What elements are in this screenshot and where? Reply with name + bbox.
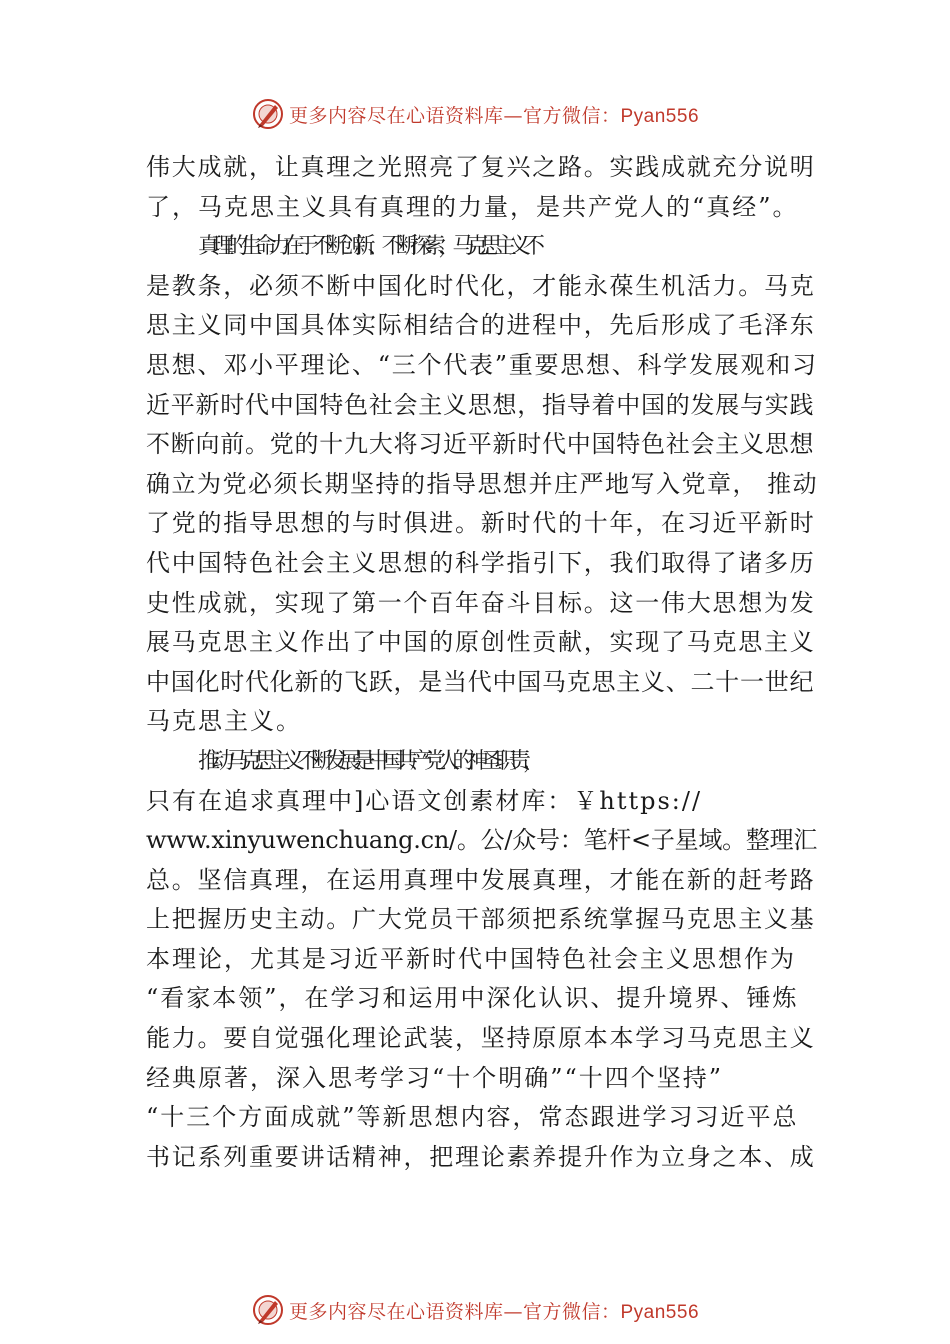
text-line: 中国化时代化新的飞跃，是当代中国马克思主义、二十一世纪 xyxy=(146,667,815,696)
document-body xyxy=(146,148,818,1177)
text-line: 能力。要自觉强化理论武装，坚持原原本本学习马克思主义 xyxy=(146,1024,816,1053)
text-line: 经典原著，深入思考学习“十个明确”“十四个坚持” xyxy=(146,1063,724,1092)
banner-prefix: 更多内容尽在心语资料库 xyxy=(288,104,504,127)
header-banner xyxy=(0,94,950,134)
text-line: 确立为党必须长期坚持的指导思想并庄严地写入党章， 推动 xyxy=(146,469,819,498)
text-line: 上把握历史主动。广大党员干部须把系统掌握马克思主义基 xyxy=(146,905,816,934)
text-line: 马克思主义。 xyxy=(146,707,302,736)
banner-handle: Pyan556 xyxy=(620,1301,700,1323)
text-line: “看家本领”，在学习和运用中深化认识、提升境界、锤炼 xyxy=(146,984,799,1013)
text-line: 了，马克思主义具有真理的力量，是共产党人的“真经”。 xyxy=(146,192,799,221)
text-line: 史性成就，实现了第一个百年奋斗目标。这一伟大思想为发 xyxy=(146,588,816,617)
text-line: 伟大成就，让真理之光照亮了复兴之路。实践成就充分说明 xyxy=(146,153,816,181)
banner-dash: — xyxy=(503,1300,523,1323)
text-line: 只有在追求真理中]心语文创素材库：￥https:// xyxy=(146,786,703,815)
banner-middle: 官方微信： xyxy=(522,104,621,127)
text-line: 了党的指导思想的与时俱进。新时代的十年，在习近平新时 xyxy=(146,509,816,538)
banner-text xyxy=(289,101,699,128)
banner-handle: Pyan556 xyxy=(620,105,700,127)
pen-logo-icon xyxy=(251,97,285,131)
text-line: 思主义同中国具体实际相结合的进程中，先后形成了毛泽东 xyxy=(146,311,816,340)
banner-prefix: 更多内容尽在心语资料库 xyxy=(288,1300,504,1323)
text-line: 不断向前。党的十九大将习近平新时代中国特色社会主义思想 xyxy=(146,430,815,459)
text-line: 真理的生命力在于不断创新、不断探索，马克思主义不 xyxy=(198,233,537,260)
text-line: 近平新时代中国特色社会主义思想，指导着中国的发展与实践 xyxy=(146,390,815,419)
footer-banner xyxy=(0,1290,950,1330)
text-line: “十三个方面成就”等新思想内容，常态跟进学习习近平总 xyxy=(146,1103,799,1132)
text-line: 本理论，尤其是习近平新时代中国特色社会主义思想作为 xyxy=(146,944,796,973)
text-line: 是教条，必须不断中国化时代化，才能永葆生机活力。马克 xyxy=(146,271,816,300)
pen-logo-icon xyxy=(251,1293,285,1327)
text-line: 代中国特色社会主义思想的科学指引下，我们取得了诸多历 xyxy=(146,548,816,577)
text-line: 推动马克思主义不断发展是中国共产党人的神圣职责， xyxy=(198,747,537,774)
text-line: 思想、邓小平理论、“三个代表”重要思想、科学发展观和习 xyxy=(146,350,818,379)
banner-text xyxy=(289,1297,699,1324)
text-line: 总。坚信真理，在运用真理中发展真理，才能在新的赶考路 xyxy=(146,865,816,894)
text-line: www.xinyuwenchuang.cn/。公/众号：笔杆<子星域。整理汇 xyxy=(146,826,818,855)
text-line: 书记系列重要讲话精神，把理论素养提升作为立身之本、成 xyxy=(146,1142,816,1171)
banner-middle: 官方微信： xyxy=(522,1300,621,1323)
banner-dash: — xyxy=(503,104,523,127)
text-line: 展马克思主义作出了中国的原创性贡献，实现了马克思主义 xyxy=(146,628,816,657)
